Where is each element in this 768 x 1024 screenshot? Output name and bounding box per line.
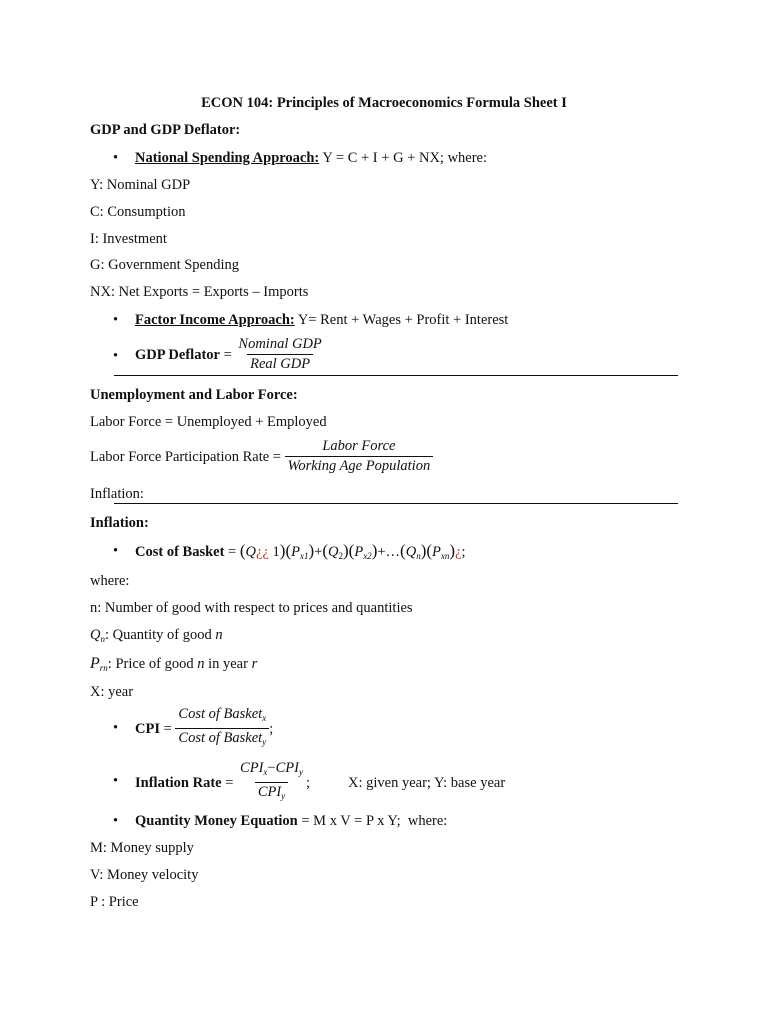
def-g: G: Government Spending <box>90 257 240 273</box>
bullet-icon: • <box>113 348 119 364</box>
inflation-num-a-subscript: x <box>263 767 268 777</box>
qn-n: n <box>215 627 223 643</box>
cost-of-basket-equals: = <box>224 544 240 560</box>
page-title: ECON 104: Principles of Macroeconomics Formula Sheet I <box>201 95 567 111</box>
cpi-numerator-subscript: x <box>262 713 267 723</box>
qn-definition <box>90 626 223 648</box>
cost-of-basket-formula: (Q¿¿ $1)(P_{x1})+(Q_2)(P_{x2})+\dots(Q_n)(P_{xn})¿$; <box>239 541 466 561</box>
lfpr-label: Labor Force Participation Rate = <box>90 448 285 465</box>
lfpr-formula <box>90 438 433 475</box>
cpi-fraction <box>175 706 269 751</box>
cost-of-basket-label: Cost of Basket <box>135 544 225 560</box>
labor-heading: Unemployment and Labor Force: <box>90 387 298 403</box>
qn-text: : Quantity of good <box>104 627 216 643</box>
quantity-money-label: Quantity Money Equation <box>135 813 298 829</box>
inflation-rate-label: Inflation Rate <box>135 774 222 791</box>
lfpr-denominator: Working Age Population <box>285 456 434 475</box>
inflation-plain-label: Inflation: <box>90 486 144 502</box>
cpi-equals: = <box>159 720 176 737</box>
cpi-denominator: Cost of Basket <box>178 730 263 746</box>
pm-subscript: rn <box>99 663 108 673</box>
gdp-deflator-fraction <box>235 336 324 373</box>
bullet-icon: • <box>113 720 119 736</box>
def-m: M: Money supply <box>90 840 194 856</box>
pm-mid: in year <box>204 656 252 672</box>
inflation-num-b: CPI <box>275 760 299 776</box>
inflation-rate-equals: = <box>221 774 238 791</box>
section-divider <box>114 503 678 504</box>
pm-text: : Price of good <box>107 656 198 672</box>
cpi-numerator: Cost of Basket <box>178 706 263 722</box>
pm-n: n <box>197 656 205 672</box>
gdp-heading: GDP and GDP Deflator: <box>90 122 241 138</box>
cpi-denominator-subscript: y <box>262 737 267 747</box>
bullet-icon: • <box>113 543 119 559</box>
spending-approach-formula: Y = C + I + G + NX; where: <box>319 150 488 166</box>
inflation-den-subscript: y <box>281 791 286 801</box>
factor-income-formula: Y= Rent + Wages + Profit + Interest <box>294 312 509 328</box>
quantity-money-formula: = M x V = P x Y; where: <box>297 813 448 829</box>
qn-subscript: n <box>100 634 105 644</box>
inflation-rate-fraction <box>237 760 306 805</box>
pm-symbol: P <box>90 655 100 672</box>
inflation-num-a: CPI <box>240 760 264 776</box>
def-nx: NX: Net Exports = Exports – Imports <box>90 284 309 300</box>
lfpr-numerator: Labor Force <box>322 438 396 454</box>
lfpr-fraction <box>285 438 434 475</box>
bullet-icon: • <box>113 773 119 789</box>
bullet-icon: • <box>113 150 119 166</box>
gdp-deflator-denominator: Real GDP <box>247 354 313 373</box>
pm-definition <box>90 655 257 677</box>
where-label: where: <box>90 573 130 589</box>
def-c: C: Consumption <box>90 204 186 220</box>
inflation-semicolon: ; <box>305 774 310 791</box>
spending-approach-label: National Spending Approach: <box>135 150 320 166</box>
inflation-num-b-subscript: y <box>298 767 303 777</box>
pm-r: r <box>251 656 258 672</box>
def-i: I: Investment <box>90 231 167 247</box>
x-definition: X: year <box>90 684 134 700</box>
bullet-icon: • <box>113 813 119 829</box>
bullet-icon: • <box>113 312 119 328</box>
factor-income-label: Factor Income Approach: <box>135 312 295 328</box>
inflation-year-note: X: given year; Y: base year <box>347 774 506 791</box>
def-p: P : Price <box>90 894 139 910</box>
cpi-semicolon: ; <box>269 720 274 737</box>
def-v: V: Money velocity <box>90 867 199 883</box>
inflation-num-minus: − <box>267 760 276 776</box>
inflation-heading: Inflation: <box>90 515 149 531</box>
gdp-deflator-equals: = <box>219 346 236 363</box>
def-y: Y: Nominal GDP <box>90 177 191 193</box>
qn-symbol: Q <box>90 627 101 643</box>
gdp-deflator-label: GDP Deflator <box>135 346 220 363</box>
inflation-den: CPI <box>257 784 282 800</box>
labor-force-formula: Labor Force = Unemployed + Employed <box>90 414 327 430</box>
section-divider <box>114 375 678 376</box>
n-definition: n: Number of good with respect to prices and quantities <box>90 600 413 616</box>
cpi-label: CPI <box>135 720 160 737</box>
gdp-deflator-numerator: Nominal GDP <box>238 336 322 352</box>
